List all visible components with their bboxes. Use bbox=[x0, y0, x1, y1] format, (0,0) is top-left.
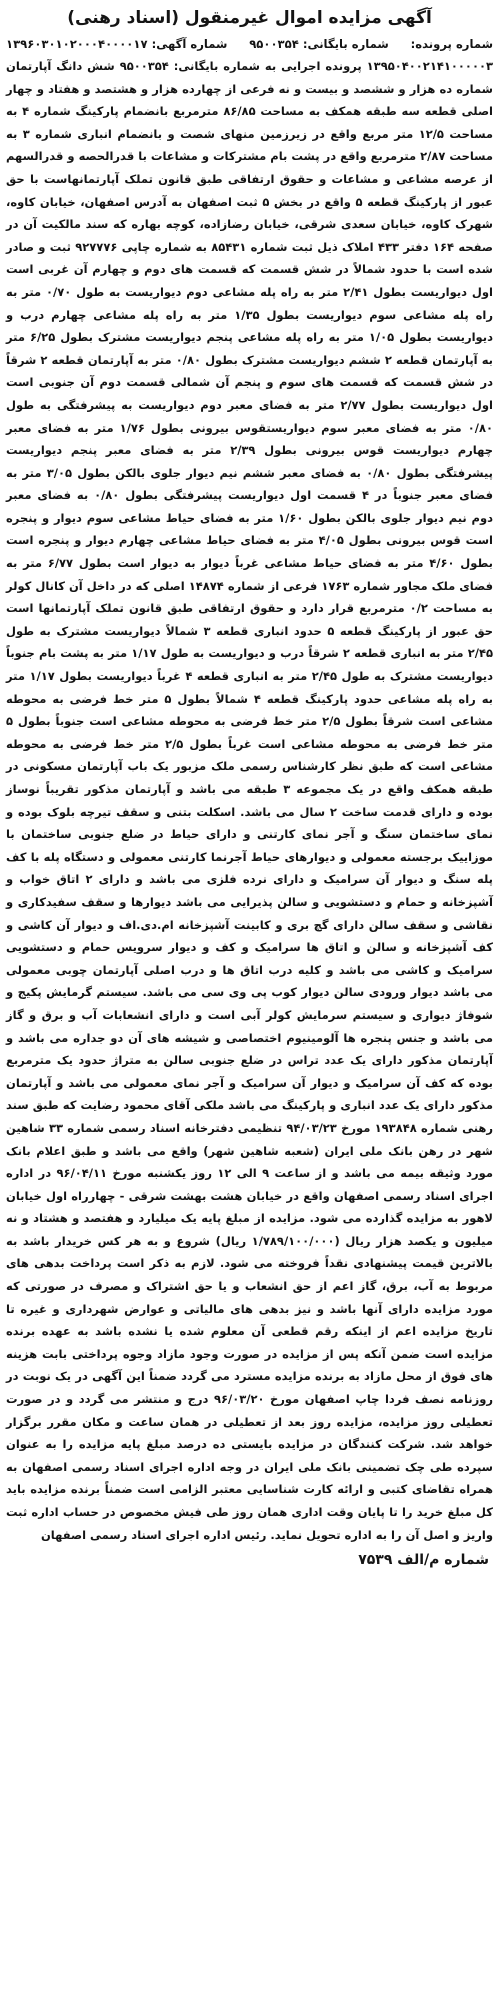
notice-number-label: شماره آگهی: bbox=[151, 37, 228, 51]
archive-number-value: ۹۵۰۰۳۵۴ bbox=[249, 37, 299, 51]
notice-body: ۱۳۹۵۰۴۰۰۲۱۴۱۰۰۰۰۰۳ پرونده اجرایی به شماره بایگانی: ۹۵۰۰۳۵۴ شش دانگ آپارتمان شماره ده هزار و ششصد و بیست و نه فرعی از چهارده هزار و هشتصد و هفتاد و چهار اصلی قطعه سه طبقه همکف به مساحت ۸۶/۸۵ مترمربع بانضمام پارکینگ شماره ۴ به مساحت ۱۲/۵ متر مربع واقع در زیرزمین منهای شصت و بانضمام انباری شماره ۳ به مساحت ۲/۸۷ مترمربع واقع در پشت بام مشترکات و مشاعات با قدرالحصه و قدرالسهم از عرصه مشاعی و مشاعات و حقوق ارتفاقی طبق قانون تملک آپارتمانهاست با حق عبور از پارکینگ قطعه ۵ واقع در بخش ۵ ثبت اصفهان به آدرس اصفهان، خیابان کاوه، شهرک کاوه، خیابان سعدی شرقی، خیابان رضازاده، کوچه بهاره که سند مالکیت آن در صفحه ۱۶۴ دفتر ۴۳۳ املاک ذیل ثبت شماره ۸۵۴۳۱ به شماره چاپی ۹۲۷۷۷۶ ثبت و صادر شده است با حدود شمالاً در شش قسمت که قسمت های دوم و چهارم آن غربی است اول دیواریست بطول ۲/۴۱ متر به راه پله مشاعی دوم دیواریست به طول ۰/۷۰ متر به راه پله مشاعی سوم دیواریست بطول ۱/۳۵ متر به راه پله مشاعی چهارم درب و دیواریست بطول ۱/۰۵ متر به راه پله مشاعی پنجم دیواریست مشترک بطول ۶/۲۵ متر به آپارتمان قطعه ۲ ششم دیواریست مشترک بطول ۰/۸۰ متر به آپارتمان قطعه ۲ شرقاً در شش قسمت که قسمت های سوم و پنجم آن شمالی قسمت دوم آن جنوبی است اول دیواریست بطول ۲/۷۷ متر به فضای معبر دوم دیواریست به پیشرفتگی به طول ۰/۸۰ متر به فضای معبر سوم دیواریستقوس بیرونی بطول ۱/۷۶ متر به فضای معبر چهارم دیواریست قوس بیرونی بطول ۲/۳۹ متر به فضای معبر پنجم دیواریست پیشرفتگی بطول ۰/۸۰ به فضای معبر ششم نیم دیوار جلوی بالکن بطول ۳/۰۵ متر به فضای معبر جنوباً در ۴ قسمت اول دیواریست پیشرفتگی بطول ۰/۸۰ به فضای معبر دوم نیم دیوار جلوی بالکن بطول ۱/۶۰ متر به فضای حیاط مشاعی سوم دیوار و پنجره است قوس بیرونی بطول ۴/۰۵ متر به فضای حیاط مشاعی چهارم دیوار و پنجره است بطول ۴/۶۰ متر به فضای حیاط مشاعی غرباً دیوار به دیوار است بطول ۶/۷۷ متر به فضای ملک مجاور شماره ۱۷۶۳ فرعی از شماره ۱۴۸۷۴ اصلی که در داخل آن کانال کولر به مساحت ۰/۲ مترمربع قرار دارد و حقوق ارتفاقی طبق قانون تملک آپارتمانها است حق عبور از پارکینگ قطعه ۵ حدود انباری قطعه ۳ شمالاً دیواریست مشترک به طول ۲/۴۵ متر به انباری قطعه ۲ شرقاً درب و دیواریست به طول ۱/۱۷ متر به پشت بام جنوباً دیواریست مشترک به طول ۲/۴۵ متر به انباری قطعه ۴ غرباً دیواریست بطول ۱/۱۷ متر به راه پله مشاعی حدود پارکینگ قطعه ۴ شمالاً بطول ۵ متر خط فرضی به محوطه مشاعی است شرقاً بطول ۲/۵ متر خط فرضی به محوطه مشاعی است جنوباً بطول ۵ متر خط فرضی به محوطه مشاعی است غرباً بطول ۲/۵ متر خط فرضی به محوطه مشاعی است که طبق نظر کارشناس رسمی ملک مزبور یک باب آپارتمان مسکونی در طبقه همکف واقع در یک مجموعه ۳ طبقه می باشد و آپارتمان مذکور تقریباً نوساز بوده و دارای قدمت ساخت ۲ سال می باشد. اسکلت بتنی و سقف تیرچه بلوک بوده و نمای ساختمان سنگ و آجر نمای کارتنی و دارای حیاط در ضلع جنوبی ساختمان با موزاییک برجسته معمولی و دیوارهای حیاط آجرنما کارتنی معمولی و دستگاه پله با کف پله سنگ و دیوار آن سرامیک و دارای نرده فلزی می باشد و دارای ۲ اتاق خواب و آشپزخانه و حمام و دستشویی و سالن پذیرایی می باشد دیوارها و سقف سفیدکاری و نقاشی و سقف سالن دارای گچ بری و کابینت آشپزخانه ام.دی.اف و دیوار آن کاشی و کف آشپزخانه و سالن و اتاق ها سرامیک و کف و دیوار سرویس حمام و دستشویی سرامیک و کاشی می باشد و کلیه درب اتاق ها و درب اصلی آپارتمان چوبی معمولی می باشد دیوار ورودی سالن دیوار کوب پی وی سی می باشد. سیستم گرمایش پکیج و شوفاژ دیواری و سیستم سرمایش کولر آبی است و دارای انشعابات آب و برق و گاز می باشد و جنس پنجره ها آلومینیوم اختصاصی و شیشه های آن دو جداره می باشد و آپارتمان مذکور دارای یک عدد تراس در ضلع جنوبی سالن به متراژ حدود یک مترمربع بوده که کف آن سرامیک و دیوار آن سرامیک و آجر نمای معمولی می باشد و آپارتمان مذکور دارای یک عدد انباری و پارکینگ می باشد ملکی آقای محمود رضایت که طبق سند رهنی شماره ۱۹۳۸۴۸ مورخ ۹۴/۰۳/۲۳ تنظیمی دفترخانه اسناد رسمی شماره ۳۳ شاهین شهر در رهن بانک ملی ایران (شعبه شاهین شهر) واقع می باشد و طبق اعلام بانک مورد وثیقه بیمه می باشد و از ساعت ۹ الی ۱۲ روز یکشنبه مورخ ۹۶/۰۴/۱۱ در اداره اجرای اسناد رسمی اصفهان واقع در خیابان هشت بهشت شرقی - چهارراه اول خیابان لاهور به مزایده گذارده می شود. مزایده از مبلغ پایه یک میلیارد و هفتصد و هشتاد و نه میلیون و یکصد هزار ریال (۱/۷۸۹/۱۰۰/۰۰۰ ریال) شروع و به هر کس خریدار باشد به بالاترین قیمت پیشنهادی نقداً فروخته می شود. لازم به ذکر است پرداخت بدهی های مربوط به آب، برق، گاز اعم از حق انشعاب و یا حق اشتراک و مصرف در صورتی که مورد مزایده دارای آنها باشد و نیز بدهی های مالیاتی و عوارض شهرداری و غیره تا تاریخ مزایده اعم از اینکه رقم قطعی آن معلوم شده یا نشده باشد به عهده برنده مزایده است ضمن آنکه پس از مزایده در صورت وجود مازاد وجوه پرداختی بابت هزینه های فوق از محل مازاد به برنده مزایده مسترد می گردد ضمناً این آگهی در یک نوبت در روزنامه نصف فردا چاپ اصفهان مورخ ۹۶/۰۳/۲۰ درج و منتشر می گردد و در صورت تعطیلی روز مزایده، مزایده روز بعد از تعطیلی در همان ساعت و مکان مقرر برگزار خواهد شد. شرکت کنندگان در مزایده بایستی ده درصد مبلغ پایه مزایده را به عنوان سپرده طی چک تضمینی بانک ملی ایران در وجه اداره اجرای اسناد رسمی اصفهان به همراه تقاضای کتبی و ارائه کارت شناسایی معتبر الزامی است ضمناً برنده مزایده باید کل مبلغ خرید را تا پایان وقت اداری همان روز طی فیش مخصوص در حساب اداره ثبت واریز و اصل آن را به اداره تحویل نماید. رئیس اداره اجرای اسناد رسمی اصفهان bbox=[5, 59, 494, 1542]
archive-number-label: شماره بایگانی: bbox=[302, 37, 389, 51]
notice-number-value: ۱۳۹۶۰۳۰۱۰۲۰۰۰۴۰۰۰۰۱۷ bbox=[6, 37, 148, 51]
notice-title: آگهی مزایده اموال غیرمنقول (اسناد رهنی) bbox=[67, 8, 432, 28]
notice-meta-line bbox=[6, 34, 493, 55]
file-number-label: شماره پرونده: bbox=[410, 37, 493, 51]
signature-number: شماره م/الف ۷۵۳۹ bbox=[358, 1552, 489, 1569]
notice-signature bbox=[6, 1548, 493, 1572]
archive-group bbox=[249, 34, 389, 55]
notice-number-group bbox=[6, 34, 227, 55]
